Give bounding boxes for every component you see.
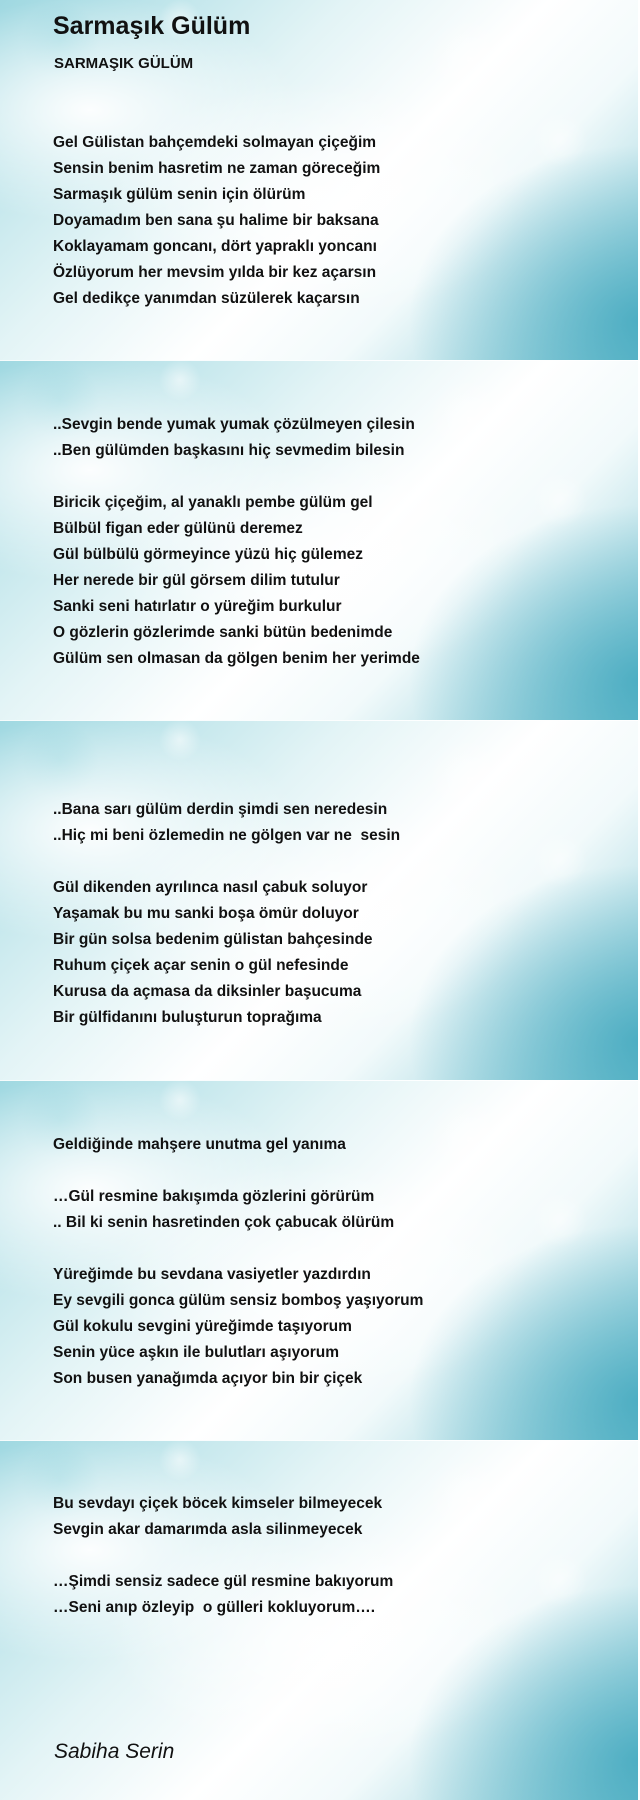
poem-line: O gözlerin gözlerimde sanki bütün bedenimde <box>53 624 393 641</box>
poem-line: …Seni anıp özleyip o gülleri kokluyorum…. <box>53 1599 376 1616</box>
author-signature: Sabiha Serin <box>54 1740 175 1763</box>
poem-line: Gel dedikçe yanımdan süzülerek kaçarsın <box>53 290 360 307</box>
poem-line: Son busen yanağımda açıyor bin bir çiçek <box>53 1370 363 1387</box>
poem-line: Sanki seni hatırlatır o yüreğim burkulur <box>53 598 342 615</box>
poem-line: Yüreğimde bu sevdana vasiyetler yazdırdın <box>53 1266 371 1283</box>
poem-line: Sensin benim hasretim ne zaman göreceğim <box>53 160 381 177</box>
poem-line: Her nerede bir gül görsem dilim tutulur <box>53 572 340 589</box>
poem-line: Gel Gülistan bahçemdeki solmayan çiçeğim <box>53 134 377 151</box>
poem-line: Biricik çiçeğim, al yanaklı pembe gülüm gel <box>53 494 373 511</box>
poem-line: Sevgin akar damarımda asla silinmeyecek <box>53 1521 363 1538</box>
poem-line: Bir gülfidanını buluşturun toprağıma <box>53 1009 322 1026</box>
poem-line: Gülüm sen olmasan da gölgen benim her yerimde <box>53 650 420 667</box>
poem-line: …Gül resmine bakışımda gözlerini görürüm <box>53 1188 375 1205</box>
poem-line: Gül bülbülü görmeyince yüzü hiç gülemez <box>53 546 364 563</box>
poem-line: Gül kokulu sevgini yüreğimde taşıyorum <box>53 1318 352 1335</box>
poem-line: Doyamadım ben sana şu halime bir baksana <box>53 212 379 229</box>
panel-divider <box>0 1440 640 1441</box>
panel-divider <box>0 1080 640 1081</box>
poem-line: Bülbül figan eder gülünü deremez <box>53 520 303 537</box>
poem-line: Gül dikenden ayrılınca nasıl çabuk soluyor <box>53 879 368 896</box>
poem-line: …Şimdi sensiz sadece gül resmine bakıyorum <box>53 1573 394 1590</box>
poem-line: ..Bana sarı gülüm derdin şimdi sen neredesin <box>53 801 388 818</box>
poem-subtitle: SARMAŞIK GÜLÜM <box>54 55 194 72</box>
panel-divider <box>0 720 640 721</box>
poem-line: ..Hiç mi beni özlemedin ne gölgen var ne sesin <box>53 827 401 844</box>
poem-line: Yaşamak bu mu sanki boşa ömür doluyor <box>53 905 359 922</box>
poem-line: Bu sevdayı çiçek böcek kimseler bilmeyecek <box>53 1495 383 1512</box>
poem-line: Senin yüce aşkın ile bulutları aşıyorum <box>53 1344 339 1361</box>
poem-line: ..Ben gülümden başkasını hiç sevmedim bilesin <box>53 442 405 459</box>
panel-divider <box>0 360 640 361</box>
poem-line: Geldiğinde mahşere unutma gel yanıma <box>53 1136 346 1153</box>
poem-line: Kurusa da açmasa da diksinler başucuma <box>53 983 362 1000</box>
poem-line: Bir gün solsa bedenim gülistan bahçesinde <box>53 931 373 948</box>
poem-line: Sarmaşık gülüm senin için ölürüm <box>53 186 306 203</box>
poem-title: Sarmaşık Gülüm <box>53 12 251 40</box>
poem-line: Ruhum çiçek açar senin o gül nefesinde <box>53 957 349 974</box>
poem-line: Özlüyorum her mevsim yılda bir kez açarsın <box>53 264 377 281</box>
poem-line: Ey sevgili gonca gülüm sensiz bomboş yaşıyorum <box>53 1292 424 1309</box>
poem-line: .. Bil ki senin hasretinden çok çabucak ölürüm <box>53 1214 395 1231</box>
poem-line: ..Sevgin bende yumak yumak çözülmeyen çilesin <box>53 416 415 433</box>
poem-line: Koklayamam goncanı, dört yapraklı yoncanı <box>53 238 377 255</box>
